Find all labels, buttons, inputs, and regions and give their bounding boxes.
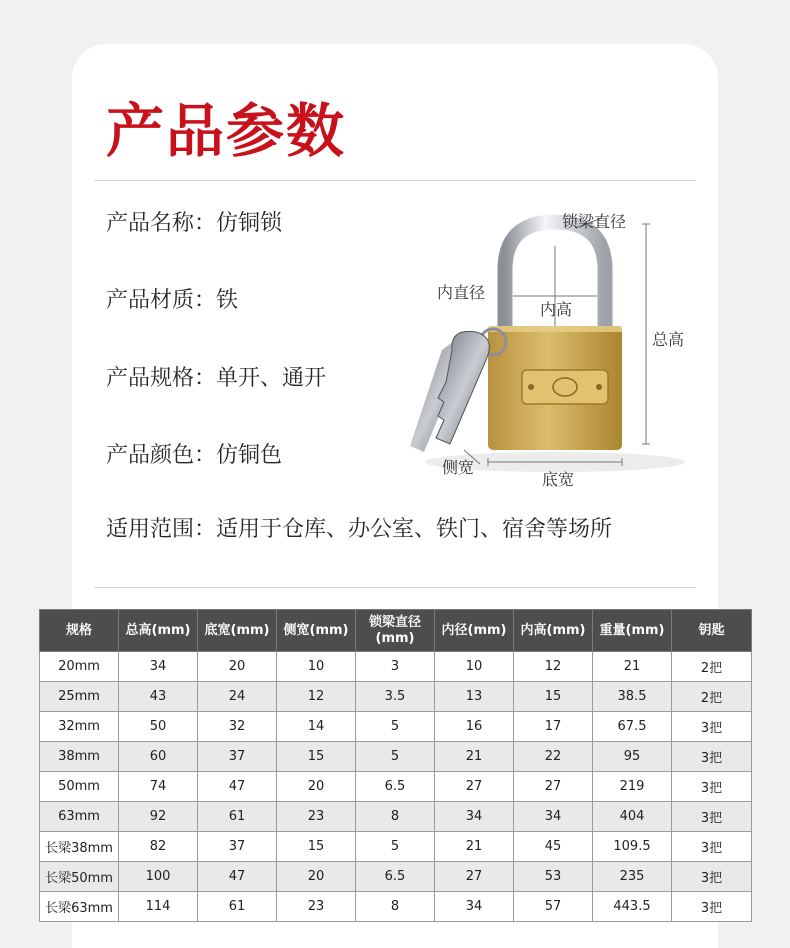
info-label: 产品颜色： (106, 443, 217, 468)
table-cell: 32 (198, 712, 277, 742)
label-total-height: 总高 (652, 330, 685, 349)
info-value: 仿铜色 (216, 443, 283, 468)
table-cell: 22 (514, 742, 593, 772)
table-cell: 3把 (672, 892, 752, 922)
table-row (40, 892, 752, 922)
column-header: 规格 (40, 610, 119, 652)
table-cell: 27 (435, 772, 514, 802)
table-cell: 67.5 (593, 712, 672, 742)
table-cell: 21 (435, 832, 514, 862)
info-label: 产品规格： (106, 366, 217, 391)
table-cell: 长梁38mm (40, 832, 119, 862)
table-cell: 20 (277, 772, 356, 802)
table-cell: 25mm (40, 682, 119, 712)
table-cell: 100 (119, 862, 198, 892)
table-cell: 404 (593, 802, 672, 832)
table-cell: 74 (119, 772, 198, 802)
nameplate (522, 370, 608, 404)
table-cell: 34 (119, 652, 198, 682)
table-cell: 3.5 (356, 682, 435, 712)
label-side-width: 侧宽 (442, 458, 475, 477)
table-cell: 6.5 (356, 862, 435, 892)
table-cell: 34 (435, 802, 514, 832)
table-cell: 14 (277, 712, 356, 742)
table-row (40, 742, 752, 772)
table-cell: 2把 (672, 682, 752, 712)
table-cell: 61 (198, 892, 277, 922)
table-row (40, 772, 752, 802)
column-header: 内高(mm) (514, 610, 593, 652)
table-cell: 95 (593, 742, 672, 772)
table-cell: 43 (119, 682, 198, 712)
table-cell: 27 (514, 772, 593, 802)
info-label: 适用范围： (106, 517, 217, 542)
table-cell: 20 (198, 652, 277, 682)
table-row (40, 802, 752, 832)
info-row-name (106, 209, 282, 239)
label-shackle-diameter: 锁梁直径 (562, 212, 627, 231)
table-cell: 50 (119, 712, 198, 742)
table-cell: 34 (514, 802, 593, 832)
table-cell: 53 (514, 862, 593, 892)
table-cell: 长梁50mm (40, 862, 119, 892)
table-cell: 37 (198, 742, 277, 772)
padlock-image (380, 200, 710, 500)
table-cell: 3把 (672, 832, 752, 862)
table-cell: 5 (356, 832, 435, 862)
table-cell: 34 (435, 892, 514, 922)
info-row-spec (106, 364, 326, 394)
label-inner-diameter: 内直径 (437, 283, 486, 302)
table-cell: 长梁63mm (40, 892, 119, 922)
table-cell: 15 (514, 682, 593, 712)
column-header: 重量(mm) (593, 610, 672, 652)
column-header: 锁梁直径(mm) (356, 610, 435, 652)
table-cell: 17 (514, 712, 593, 742)
padlock-diagram (380, 200, 710, 500)
info-divider (94, 587, 696, 588)
info-label: 产品名称： (106, 211, 217, 236)
table-cell: 45 (514, 832, 593, 862)
column-header: 侧宽(mm) (277, 610, 356, 652)
table-cell: 38.5 (593, 682, 672, 712)
table-cell: 3把 (672, 712, 752, 742)
table-cell: 38mm (40, 742, 119, 772)
table-cell: 21 (593, 652, 672, 682)
table-cell: 13 (435, 682, 514, 712)
table-row (40, 862, 752, 892)
table-cell: 50mm (40, 772, 119, 802)
table-cell: 16 (435, 712, 514, 742)
info-row-usage (106, 515, 612, 545)
table-cell: 8 (356, 892, 435, 922)
table-cell: 15 (277, 832, 356, 862)
table-row (40, 712, 752, 742)
table-cell: 219 (593, 772, 672, 802)
table-cell: 3把 (672, 742, 752, 772)
table-cell: 24 (198, 682, 277, 712)
table-cell: 20 (277, 862, 356, 892)
table-cell: 10 (435, 652, 514, 682)
table-cell: 3把 (672, 772, 752, 802)
column-header: 钥匙 (672, 610, 752, 652)
table-cell: 27 (435, 862, 514, 892)
info-value: 铁 (216, 288, 239, 313)
title-divider (94, 180, 696, 181)
table-cell: 6.5 (356, 772, 435, 802)
page-title: 产品参数 (106, 97, 347, 165)
table-cell: 109.5 (593, 832, 672, 862)
table-cell: 20mm (40, 652, 119, 682)
table-cell: 23 (277, 892, 356, 922)
spec-table (39, 609, 752, 922)
table-cell: 92 (119, 802, 198, 832)
table-cell: 15 (277, 742, 356, 772)
table-cell: 63mm (40, 802, 119, 832)
table-cell: 23 (277, 802, 356, 832)
table-cell: 5 (356, 712, 435, 742)
table-cell: 32mm (40, 712, 119, 742)
table-cell: 12 (277, 682, 356, 712)
info-value: 适用于仓库、办公室、铁门、宿舍等场所 (216, 517, 613, 542)
info-value: 仿铜锁 (216, 211, 283, 236)
table-cell: 3把 (672, 802, 752, 832)
info-value: 单开、通开 (216, 366, 327, 391)
table-header-row (40, 610, 752, 652)
table-cell: 82 (119, 832, 198, 862)
column-header: 底宽(mm) (198, 610, 277, 652)
table-cell: 3 (356, 652, 435, 682)
table-row (40, 652, 752, 682)
table-cell: 47 (198, 862, 277, 892)
table-cell: 57 (514, 892, 593, 922)
table-cell: 37 (198, 832, 277, 862)
info-row-material (106, 286, 238, 316)
table-cell: 5 (356, 742, 435, 772)
table-cell: 2把 (672, 652, 752, 682)
table-cell: 47 (198, 772, 277, 802)
table-cell: 114 (119, 892, 198, 922)
info-label: 产品材质： (106, 288, 217, 313)
table-cell: 21 (435, 742, 514, 772)
table-cell: 3把 (672, 862, 752, 892)
table-row (40, 682, 752, 712)
column-header: 总高(mm) (119, 610, 198, 652)
table-cell: 8 (356, 802, 435, 832)
table-cell: 60 (119, 742, 198, 772)
info-row-color (106, 441, 282, 471)
label-inner-height: 内高 (540, 300, 573, 319)
table-cell: 443.5 (593, 892, 672, 922)
table-cell: 12 (514, 652, 593, 682)
key-front (436, 331, 489, 444)
table-cell: 10 (277, 652, 356, 682)
label-bottom-width: 底宽 (542, 470, 575, 489)
table-row (40, 832, 752, 862)
table-cell: 235 (593, 862, 672, 892)
column-header: 内径(mm) (435, 610, 514, 652)
table-cell: 61 (198, 802, 277, 832)
